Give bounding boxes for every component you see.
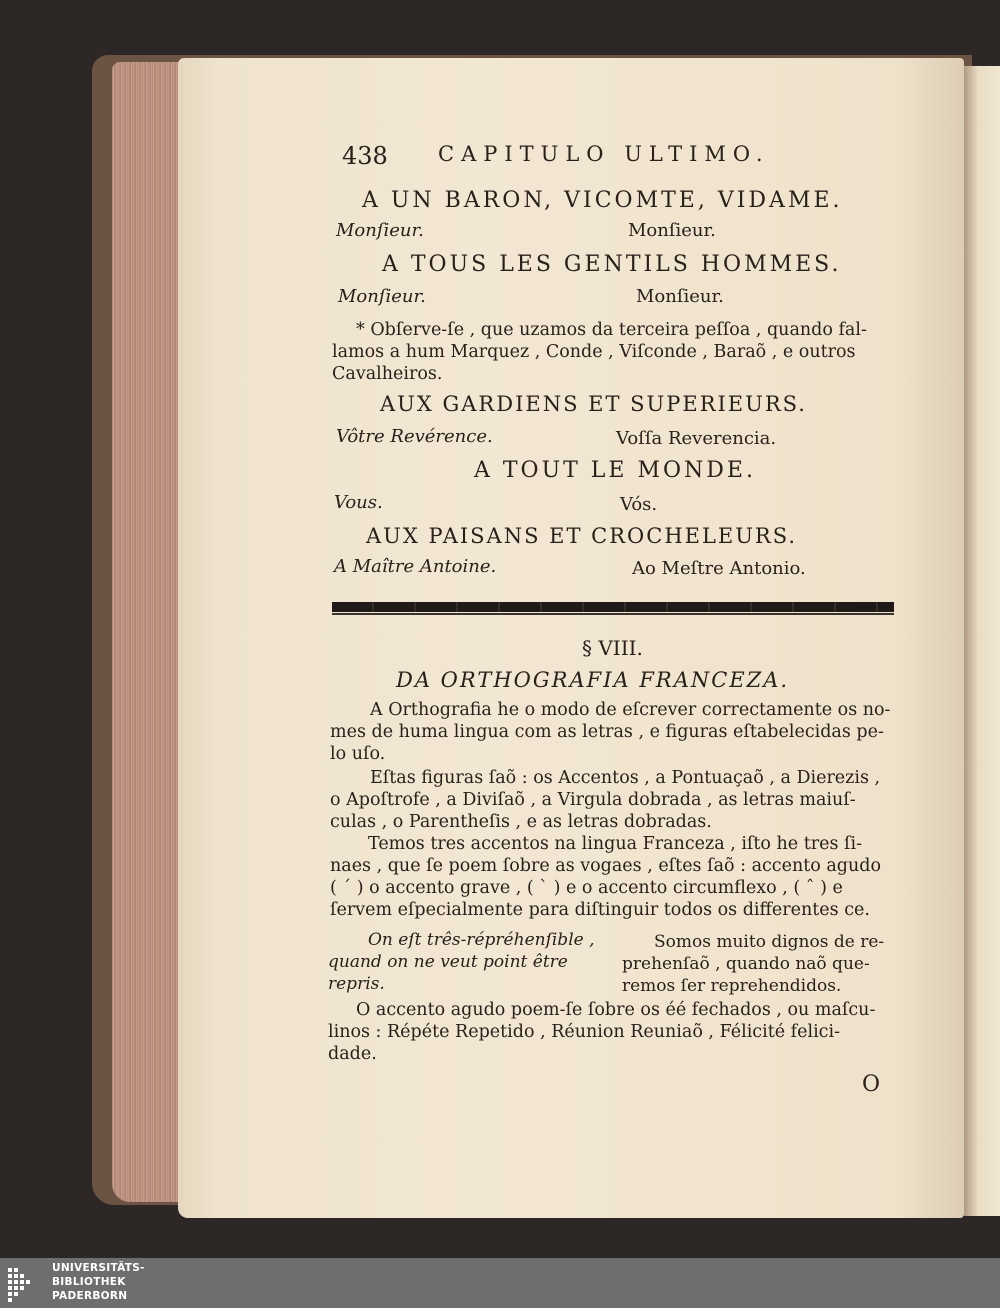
paragraph-line: Eſtas figuras ſaõ : os Accentos , a Pontuaçaõ , a Dierezis , <box>370 768 881 788</box>
paragraph-line: lo uſo. <box>330 744 386 764</box>
portuguese-form: Voſſa Reverencia. <box>616 428 777 449</box>
example-portuguese-line: prehenſaõ , quando naõ que- <box>622 954 870 974</box>
library-name <box>52 1261 145 1303</box>
note-line: * Obſerve-ſe , que uzamos da terceira peſſoa , quando fal- <box>356 320 867 340</box>
portuguese-form: Monſieur. <box>628 220 716 241</box>
paragraph-line: mes de huma lingua com as letras , e figuras eſtabelecidas pe- <box>330 722 884 742</box>
running-header: CAPITULO ULTIMO. <box>438 142 770 166</box>
example-french-line: quand on ne veut point être <box>328 952 568 972</box>
section-divider <box>332 602 894 612</box>
paragraph-line: naes , que ſe poem ſobre as vogaes , eſtes ſaõ : accento agudo <box>330 856 882 876</box>
french-form: Vous. <box>334 492 383 513</box>
address-heading: AUX PAISANS ET CROCHELEURS. <box>366 524 798 548</box>
address-heading: A UN BARON, VICOMTE, VIDAME. <box>362 188 843 213</box>
catchword: O <box>862 1072 881 1097</box>
address-heading: A TOUT LE MONDE. <box>474 458 756 483</box>
paragraph-line: linos : Répéte Repetido , Réunion Reuniaõ , Félicité felici- <box>328 1022 840 1042</box>
example-portuguese-line: Somos muito dignos de re- <box>654 932 885 952</box>
example-french-line: On eſt três-répréhenſible , <box>368 930 595 950</box>
paragraph-line: o Apoſtrofe , a Diviſaõ , a Virgula dobrada , as letras maiuſ- <box>330 790 856 810</box>
paragraph-line: dade. <box>328 1044 377 1064</box>
address-heading: AUX GARDIENS ET SUPERIEURS. <box>380 392 807 416</box>
paragraph-line: A Orthografia he o modo de eſcrever correctamente os no- <box>370 700 891 720</box>
french-form: A Maître Antoine. <box>334 556 497 577</box>
book-page <box>178 58 964 1218</box>
library-footer <box>0 1258 1000 1308</box>
portuguese-form: Ao Meſtre Antonio. <box>632 558 806 579</box>
french-form: Monſieur. <box>338 286 426 307</box>
paragraph-line: ( ˊ ) o accento grave , ( ˋ ) e o accento circumflexo , ( ˆ ) e <box>330 878 843 898</box>
paragraph-line: O accento agudo poem-ſe ſobre os éé fechados , ou maſcu- <box>356 1000 876 1020</box>
library-name-line: PADERBORN <box>52 1290 128 1302</box>
paragraph-line: Temos tres accentos na lingua Franceza , iſto he tres ſi- <box>368 834 863 854</box>
section-title: DA ORTHOGRAFIA FRANCEZA. <box>396 668 790 692</box>
page-number: 438 <box>342 142 388 170</box>
section-number: § VIII. <box>582 636 643 660</box>
note-line: Cavalheiros. <box>332 364 443 384</box>
portuguese-form: Monſieur. <box>636 286 724 307</box>
portuguese-form: Vós. <box>620 494 658 515</box>
example-portuguese-line: remos ſer reprehendidos. <box>622 976 842 996</box>
library-logo-icon <box>6 1264 44 1302</box>
note-line: lamos a hum Marquez , Conde , Viſconde , Baraõ , e outros <box>332 342 856 362</box>
paragraph-line: culas , o Parentheſis , e as letras dobradas. <box>330 812 712 832</box>
library-name-line: UNIVERSITÄTS- <box>52 1262 145 1274</box>
french-form: Monſieur. <box>336 220 424 241</box>
example-french-line: repris. <box>328 974 385 994</box>
french-form: Vôtre Revérence. <box>336 426 493 447</box>
paragraph-line: ſervem eſpecialmente para diſtinguir todos os differentes ce. <box>330 900 870 920</box>
address-heading: A TOUS LES GENTILS HOMMES. <box>382 252 842 277</box>
library-name-line: BIBLIOTHEK <box>52 1276 126 1288</box>
facing-page-edge <box>964 66 1000 1216</box>
